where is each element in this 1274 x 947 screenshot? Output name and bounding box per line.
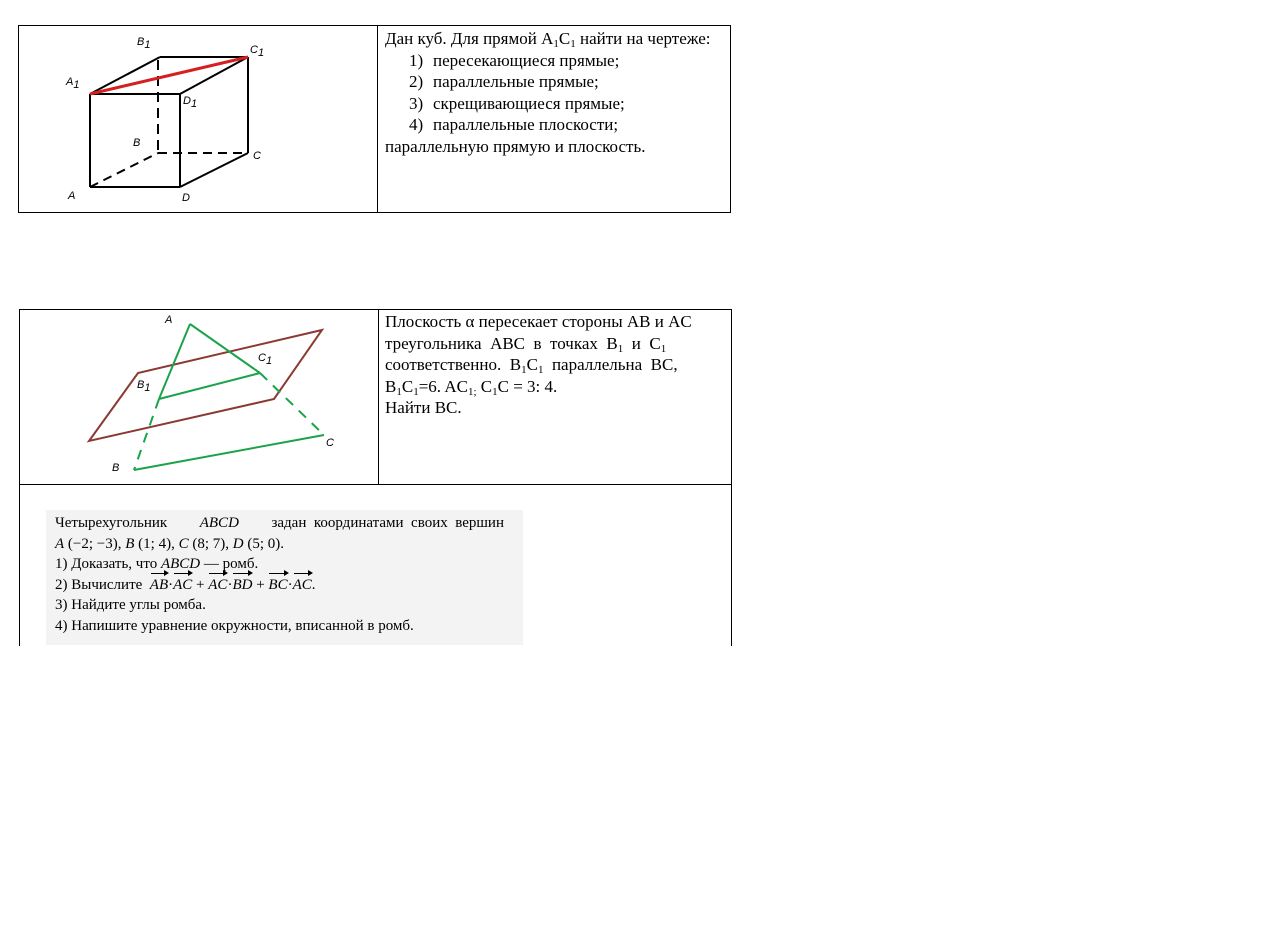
cube-diagram <box>19 26 378 212</box>
task2-line1: Плоскость α пересекает стороны AB и AC <box>385 312 692 331</box>
list-item: 4) параллельные плоскости; <box>409 115 619 134</box>
task2-line2: треугольника ABC в точках $B_1$ и $C_1$ <box>385 333 667 355</box>
side-a-c1 <box>190 324 260 373</box>
list-item: 2) параллельные прямые; <box>409 72 599 91</box>
plane-alpha <box>89 330 322 441</box>
label-b1: $B_1$ <box>137 379 151 394</box>
label-c1: $C_1$ <box>250 44 265 59</box>
vector-ab: AB <box>150 575 168 596</box>
task1-list <box>385 50 725 136</box>
task3-item3: 3) Найдите углы ромба. <box>55 597 206 613</box>
plane-triangle-diagram <box>20 310 379 484</box>
label-c: C <box>253 150 261 162</box>
edge-a1-b1 <box>90 57 160 94</box>
label-d1: $D_1$ <box>183 95 198 110</box>
label-d: D <box>182 192 190 204</box>
label-a: A <box>68 190 76 202</box>
edge-d-c <box>180 153 248 187</box>
list-item: 1) пересекающиеся прямые; <box>409 50 620 70</box>
task2-figure-cell <box>20 310 379 484</box>
side-c1-c-dashed <box>260 373 324 435</box>
side-b1-b-dashed <box>134 399 159 470</box>
task2-line3: соответственно. $B_1C_1$ параллельна BC, <box>385 355 678 376</box>
vector-ac: AC <box>208 575 227 596</box>
segment-b1-c1 <box>159 373 260 399</box>
side-b-c <box>134 435 324 470</box>
vector-bc: BC <box>268 575 287 596</box>
task2-table <box>19 309 732 646</box>
task1-table <box>18 25 731 213</box>
task3-line2: A (−2; −3), B (1; 4), C (8; 7), D (5; 0). <box>55 535 285 552</box>
edge-c1-d1 <box>180 57 248 94</box>
label-a1: $A_1$ <box>66 76 80 91</box>
task2-line5: Найти BC. <box>385 398 462 417</box>
edge-a-b-hidden <box>90 153 158 187</box>
row-divider <box>20 484 731 485</box>
label-b: B <box>133 137 141 149</box>
task3-item2: 2) Вычислите AB·AC + AC·BD + BC·AC. <box>55 575 523 596</box>
list-item: 3) скрещивающиеся прямые; <box>409 93 625 113</box>
task1-text-cell <box>385 28 725 157</box>
task3-item4: 4) Напишите уравнение окружности, вписанной в ромб. <box>55 617 414 634</box>
task3-scan <box>46 510 523 645</box>
task3-line1: Четырехугольник ABCD задан координатами своих вершин <box>55 515 504 531</box>
task1-figure-cell <box>19 26 378 212</box>
label-b: B <box>112 462 120 474</box>
line-a1-c1 <box>90 57 248 94</box>
vector-ac: AC <box>293 575 312 596</box>
task3-item1: 1) Доказать, что ABCD — ромб. <box>55 556 259 572</box>
label-b1: $B_1$ <box>137 36 151 51</box>
label-c: C <box>326 437 334 449</box>
task1-tail: параллельную прямую и плоскость. <box>385 136 646 156</box>
label-a: A <box>165 314 173 326</box>
task1-intro: Дан куб. Для прямой $A_1C_1$ найти на чертеже: <box>385 29 711 50</box>
label-c1: $C_1$ <box>258 352 273 367</box>
task2-line4: $B_1C_1=6$. $AC_{1;}$ $C_1C = 3$: 4. <box>385 376 558 398</box>
vector-ac: AC <box>173 575 192 596</box>
task2-text-cell <box>385 311 725 419</box>
vector-bd: BD <box>232 575 252 596</box>
